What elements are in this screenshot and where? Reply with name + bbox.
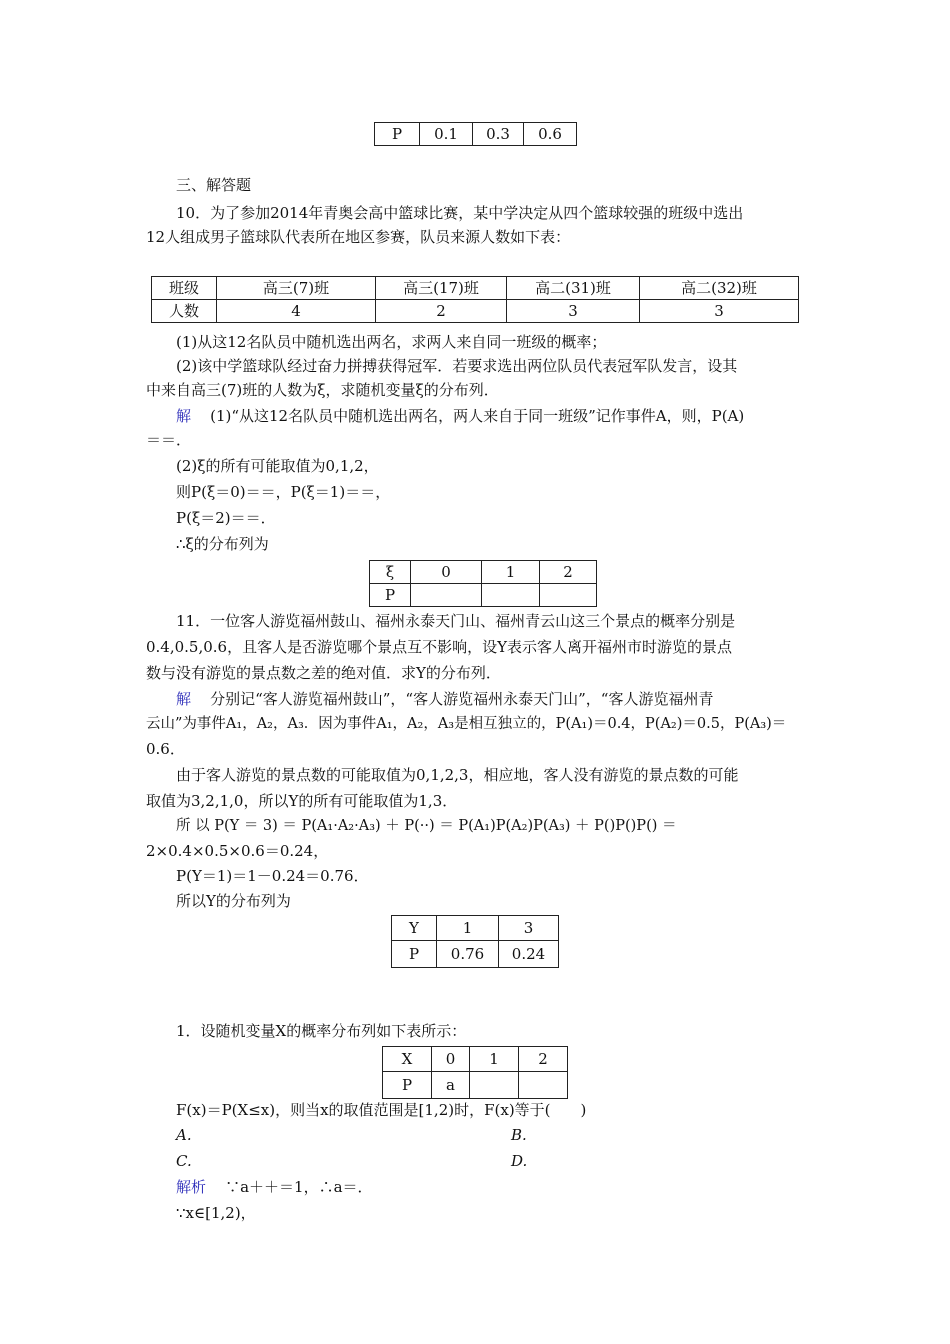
q10-line1: 10．为了参加2014年青奥会高中篮球比赛，某中学决定从四个篮球较强的班级中选出 [176, 204, 744, 222]
q10-class-table [151, 276, 799, 323]
table-cell: 4 [217, 300, 376, 323]
solution-label: 解 [176, 407, 192, 425]
solution-text: 分别记“客人游览福州鼓山”，“客人游览福州永泰天门山”，“客人游览福州青 [210, 690, 714, 708]
table-row [375, 123, 577, 146]
option-d[interactable]: D. [511, 1152, 528, 1170]
table-cell [540, 584, 597, 607]
q1-line2: F(x)＝P(X≤x)，则当x的取值范围是[1,2)时，F(x)等于( ) [176, 1101, 587, 1119]
q11-solution-line9: 所以Y的分布列为 [176, 892, 291, 910]
table-cell [482, 584, 540, 607]
table-cell: 0 [411, 561, 482, 584]
q10-distribution-table [369, 560, 597, 607]
table-cell: 0.1 [420, 123, 473, 146]
q11-solution-line5: 取值为3,2,1,0，所以Y的所有可能取值为1,3． [146, 792, 458, 810]
q11-solution-line8: P(Y＝1)＝1－0.24＝0.76． [176, 867, 369, 885]
q10-part2-line2: 中来自高三(7)班的人数为ξ，求随机变量ξ的分布列． [146, 381, 499, 399]
table-cell: 高二(32)班 [640, 277, 799, 300]
q11-line1: 11．一位客人游览福州鼓山、福州永泰天门山、福州青云山这三个景点的概率分别是 [176, 612, 736, 630]
table-cell: X [383, 1047, 432, 1072]
solution-text: (1)“从这12名队员中随机选出两名，两人来自于同一班级”记作事件A，则，P(A) [210, 407, 745, 425]
q10-part1: (1)从这12名队员中随机选出两名，求两人来自同一班级的概率； [176, 333, 607, 351]
top-probability-table [374, 122, 577, 146]
q10-solution-line4: 则P(ξ＝0)＝＝，P(ξ＝1)＝＝， [176, 483, 391, 501]
table-cell [411, 584, 482, 607]
q11-solution-line4: 由于客人游览的景点数的可能取值为0,1,2,3，相应地，客人没有游览的景点数的可能 [176, 766, 739, 784]
option-b[interactable]: B. [511, 1126, 527, 1144]
q11-solution-line6: 所 以 P(Y ＝ 3) ＝ P(A₁·A₂·A₃) ＋ P(··) ＝ P(A₁)P(A₂)P(A₃) ＋ P()P()P() ＝ [176, 818, 677, 834]
q11-solution-line3: 0.6． [146, 740, 185, 758]
table-header-row [383, 1047, 568, 1072]
table-row [152, 300, 799, 323]
q1-line1: 1．设随机变量X的概率分布列如下表所示： [176, 1022, 467, 1040]
table-cell: 2 [540, 561, 597, 584]
table-cell: 高三(7)班 [217, 277, 376, 300]
table-cell: 3 [507, 300, 640, 323]
table-cell: Y [392, 916, 437, 941]
q11-solution-line2: 云山”为事件A₁，A₂，A₃．因为事件A₁，A₂，A₃是相互独立的，P(A₁)＝0.4，P(A₂)＝0.5，P(A₃)＝ [146, 716, 787, 732]
q10-line2: 12人组成男子篮球队代表所在地区参赛，队员来源人数如下表： [146, 228, 571, 246]
table-cell: P [383, 1072, 432, 1099]
solution-text: ∵a＋＋＝1，∴a＝． [225, 1178, 373, 1196]
option-c[interactable]: C. [176, 1152, 192, 1170]
table-cell [470, 1072, 519, 1099]
table-cell: 0 [432, 1047, 470, 1072]
table-cell: 2 [519, 1047, 568, 1072]
q10-part2-line1: (2)该中学篮球队经过奋力拼搏获得冠军．若要求选出两位队员代表冠军队发言，设其 [176, 357, 738, 375]
q10-solution-line3: (2)ξ的所有可能取值为0,1,2， [176, 457, 379, 475]
q10-solution-line6: ∴ξ的分布列为 [176, 535, 269, 553]
table-cell: 1 [470, 1047, 519, 1072]
q10-solution-line1 [176, 405, 744, 427]
q10-solution-line5: P(ξ＝2)＝＝． [176, 509, 276, 527]
table-cell: 1 [482, 561, 540, 584]
q11-line2: 0.4,0.5,0.6，且客人是否游览哪个景点互不影响，设Y表示客人离开福州市时游览的景点 [146, 638, 733, 656]
q1-distribution-table [382, 1046, 568, 1099]
table-cell: 0.6 [524, 123, 577, 146]
table-cell: a [432, 1072, 470, 1099]
table-cell: ξ [370, 561, 411, 584]
section-heading: 三、解答题 [176, 176, 252, 194]
table-cell [519, 1072, 568, 1099]
option-a[interactable]: A. [176, 1126, 192, 1144]
q11-solution-line7: 2×0.4×0.5×0.6＝0.24， [146, 842, 329, 860]
table-cell: 2 [376, 300, 507, 323]
table-cell: 高三(17)班 [376, 277, 507, 300]
table-header-row [370, 561, 597, 584]
table-cell: 0.24 [499, 941, 559, 968]
table-row [370, 584, 597, 607]
q1-solution-line1 [176, 1176, 373, 1198]
q1-solution-line2: ∵x∈[1,2)， [176, 1204, 256, 1222]
table-cell: 0.3 [473, 123, 524, 146]
table-header-row [152, 277, 799, 300]
table-row [392, 941, 559, 968]
q11-distribution-table [391, 915, 559, 968]
table-cell: 3 [640, 300, 799, 323]
table-cell: 1 [437, 916, 499, 941]
solution-label: 解 [176, 690, 192, 708]
table-cell: 0.76 [437, 941, 499, 968]
table-cell: P [370, 584, 411, 607]
table-cell: P [392, 941, 437, 968]
solution-label: 解析 [176, 1178, 207, 1196]
q11-line3: 数与没有游览的景点数之差的绝对值．求Y的分布列． [146, 664, 501, 682]
table-cell: P [375, 123, 420, 146]
table-row [383, 1072, 568, 1099]
table-cell: 班级 [152, 277, 217, 300]
table-cell: 3 [499, 916, 559, 941]
table-cell: 高二(31)班 [507, 277, 640, 300]
q11-solution-line1 [176, 688, 713, 710]
table-cell: 人数 [152, 300, 217, 323]
table-header-row [392, 916, 559, 941]
q10-solution-line2: ＝＝． [146, 431, 192, 449]
